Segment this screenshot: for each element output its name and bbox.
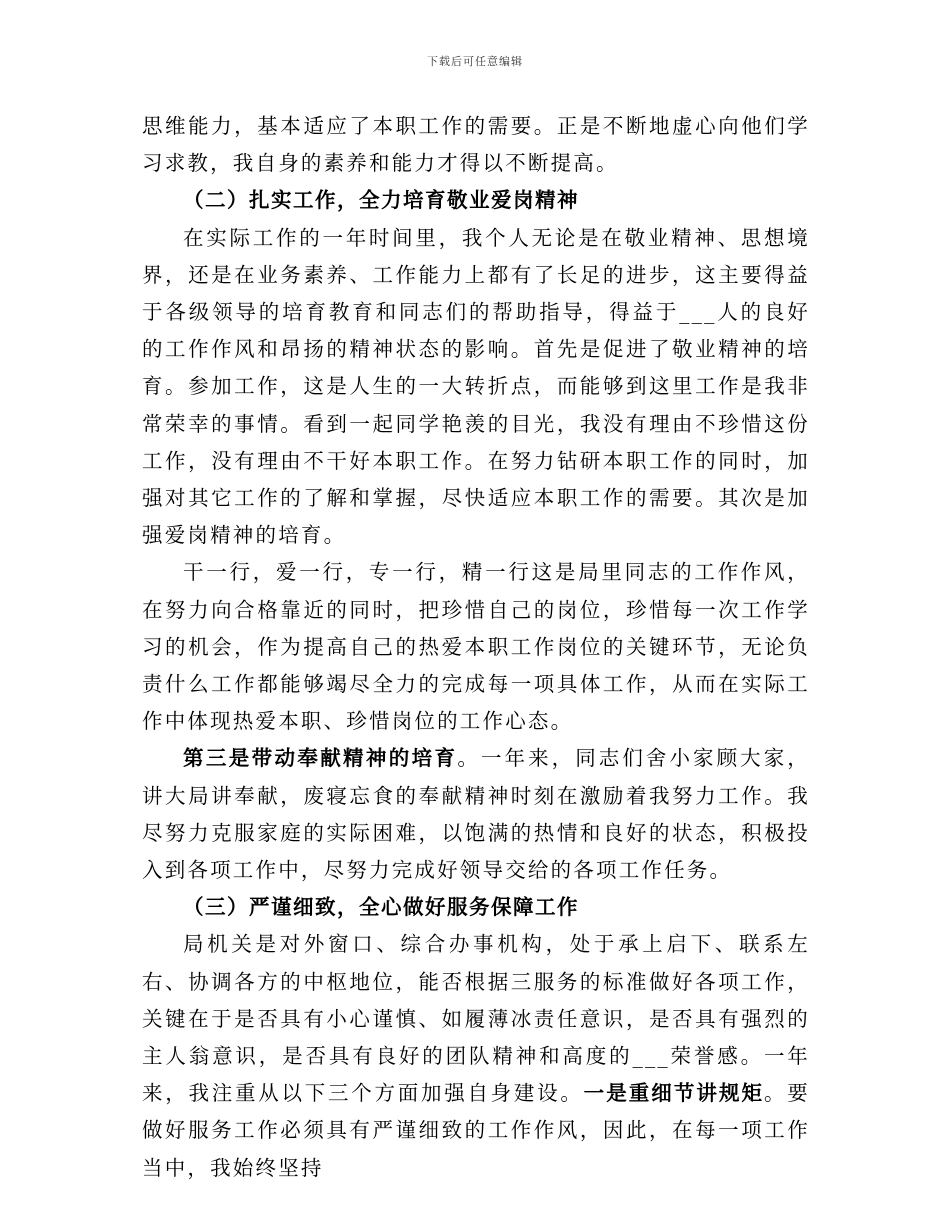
paragraph: 在实际工作的一年时间里，我个人无论是在敬业精神、思想境界，还是在业务素养、工作能力上都有了长足的进步，这主要得益于各级领导的培育教育和同志们的帮助指导，得益于___人的良好的工作作风和昂扬的精神状态的影响。首先是促进了敬业精神的培育。参加工作，这是人生的一大转折点，而能够到这里工作是我非常荣幸的事情。看到一起同学艳羡的目光，我没有理由不珍惜这份工作，没有理由不干好本职工作。在努力钻研本职工作的同时，加强对其它工作的了解和掌握，尽快适应本职工作的需要。其次是加强爱岗精神的培育。 [142, 225, 810, 548]
paragraph: 干一行，爱一行，专一行，精一行这是局里同志的工作作风，在努力向合格靠近的同时，把珍惜自己的岗位，珍惜每一次工作学习的机会，作为提高自己的热爱本职工作岗位的关键环节，无论负责什么工作都能够竭尽全力的完成每一项具体工作，从而在实际工作中体现热爱本职、珍惜岗位的工作心态。 [142, 560, 810, 734]
document-body [142, 108, 810, 1187]
bold-lead-text: 一是重细节讲规矩 [583, 1081, 765, 1106]
bold-lead-text: 第三是带动奉献精神的培育 [183, 746, 458, 771]
paragraph-text: 局机关是对外窗口、综合办事机构，处于承上启下、联系左右、协调各方的中枢地位，能否根据三服务的标准做好各项工作，关键在于是否具有小心谨慎、如履薄冰责任意识，是否具有强烈的主人翁意识，是否具有良好的团队精神和高度的___荣誉感。一年来，我注重从以下三个方面加强自身建设。 [142, 932, 810, 1106]
section-heading-3: （三）严谨细致，全心做好服务保障工作 [183, 895, 579, 920]
paragraph [142, 740, 810, 889]
section-heading-2: （二）扎实工作，全力培育敬业爱岗精神 [183, 188, 579, 213]
paragraph-text: 。要做好服务工作必须具有严谨细致的工作作风，因此，在每一项工作当中，我始终坚持 [142, 1081, 810, 1180]
paragraph-continuation: 思维能力，基本适应了本职工作的需要。正是不断地虚心向他们学习求教，我自身的素养和能力才得以不断提高。 [142, 114, 810, 176]
paragraph [142, 926, 810, 1186]
paragraph-text: 。一年来，同志们舍小家顾大家，讲大局讲奉献，废寝忘食的奉献精神时刻在激励着我努力工作。我尽努力克服家庭的实际困难，以饱满的热情和良好的状态，积极投入到各项工作中，尽努力完成好领导交给的各项工作任务。 [142, 746, 811, 883]
page-header: 下载后可任意编辑 [427, 55, 523, 68]
